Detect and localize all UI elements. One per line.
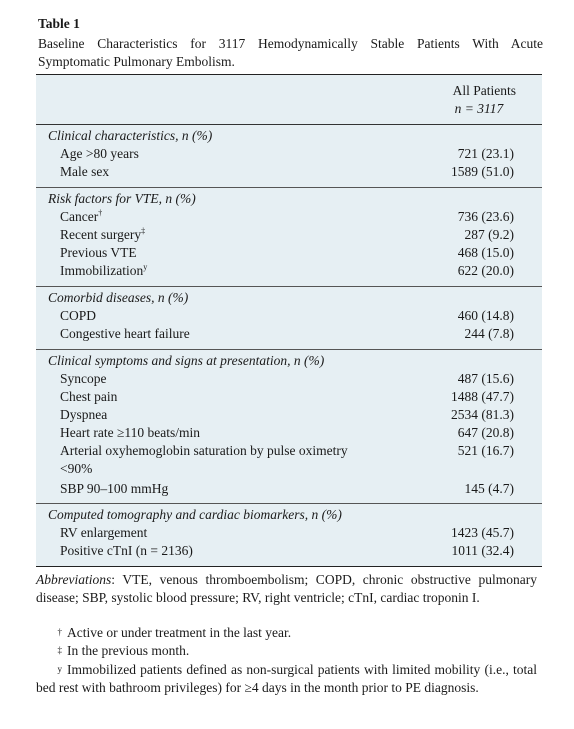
footnote-mark: y [57, 664, 62, 674]
row-value: 622 (20.0) [457, 263, 514, 278]
abbreviations-text: : VTE, venous thromboembolism; COPD, chronic obstructive pulmonary disease; SBP, systolic blood pressure; RV, right ventricle; cTnI, cardiac troponin I. [36, 572, 537, 605]
header-separator [36, 124, 542, 125]
column-header [453, 82, 516, 118]
row-value: 287 (9.2) [464, 227, 514, 242]
row-value: 647 (20.8) [457, 425, 514, 440]
column-header-title: All Patients [452, 83, 516, 98]
footnote [36, 624, 541, 642]
section-title: Risk factors for VTE, n (%) [48, 191, 196, 206]
row-value: 1488 (47.7) [451, 389, 514, 404]
section-title: Comorbid diseases, n (%) [48, 290, 189, 305]
table-caption: Baseline Characteristics for 3117 Hemodynamically Stable Patients With Acute Symptomatic Pulmonary Embolism. [38, 36, 543, 69]
footnote [36, 642, 541, 660]
row-label-continuation: <90% [60, 461, 93, 476]
row-value: 2534 (81.3) [451, 407, 514, 422]
row-value: 1011 (32.4) [451, 543, 514, 558]
bottom-rule [36, 566, 542, 567]
column-header-n: n = 3117 [454, 101, 504, 116]
section-title: Clinical characteristics, n (%) [48, 128, 213, 143]
row-value: 521 (16.7) [457, 443, 514, 458]
footnote-text: In the previous month. [67, 643, 190, 658]
row-label: Immobilization [60, 263, 144, 278]
row-value: 1589 (51.0) [451, 164, 514, 179]
footnote-text: Active or under treatment in the last year. [67, 625, 292, 640]
row-value: 244 (7.8) [464, 326, 514, 341]
row-value: 1423 (45.7) [451, 525, 514, 540]
footnote-mark: ‡ [141, 226, 146, 236]
row-label: RV enlargement [60, 525, 148, 540]
row-label: Cancer [60, 209, 99, 224]
table-label: Table 1 [38, 16, 80, 31]
row-label: SBP 90–100 mmHg [60, 481, 169, 496]
section-separator [36, 349, 542, 350]
section-clinical-characteristics [36, 126, 542, 186]
abbreviations-note [36, 571, 537, 607]
row-value: 736 (23.6) [457, 209, 514, 224]
row-label: Syncope [60, 371, 107, 386]
row-value: 145 (4.7) [464, 481, 514, 496]
footnote-mark: ‡ [57, 645, 62, 655]
row-label: Dyspnea [60, 407, 108, 422]
row-label: Congestive heart failure [60, 326, 190, 341]
row-label: Recent surgery [60, 227, 142, 242]
section-separator [36, 503, 542, 504]
section-separator [36, 187, 542, 188]
section-title: Computed tomography and cardiac biomarkers, n (%) [48, 507, 342, 522]
footnote-mark: † [98, 208, 103, 218]
footnote [36, 661, 537, 697]
section-title: Clinical symptoms and signs at presentation, n (%) [48, 353, 325, 368]
footnote-mark: y [143, 262, 148, 272]
row-label: Previous VTE [60, 245, 137, 260]
footnote-mark: † [57, 627, 62, 637]
footnote-text: Immobilized patients defined as non-surgical patients with limited mobility (i.e., total bed rest with bathroom privileges) for ≥4 days in the month prior to PE diagnosis. [36, 662, 537, 695]
section-separator [36, 286, 542, 287]
row-label: COPD [60, 308, 97, 323]
row-label: Positive cTnI (n = 2136) [60, 543, 193, 558]
row-label: Arterial oxyhemoglobin saturation by pulse oximetry [60, 443, 348, 458]
row-label: Age >80 years [60, 146, 139, 161]
abbreviations-lead: Abbreviations [36, 572, 112, 587]
row-label: Heart rate ≥110 beats/min [60, 425, 200, 440]
row-value: 487 (15.6) [457, 371, 514, 386]
row-value: 721 (23.1) [457, 146, 514, 161]
row-label: Male sex [60, 164, 110, 179]
row-value: 468 (15.0) [457, 245, 514, 260]
row-value: 460 (14.8) [457, 308, 514, 323]
row-label: Chest pain [60, 389, 118, 404]
